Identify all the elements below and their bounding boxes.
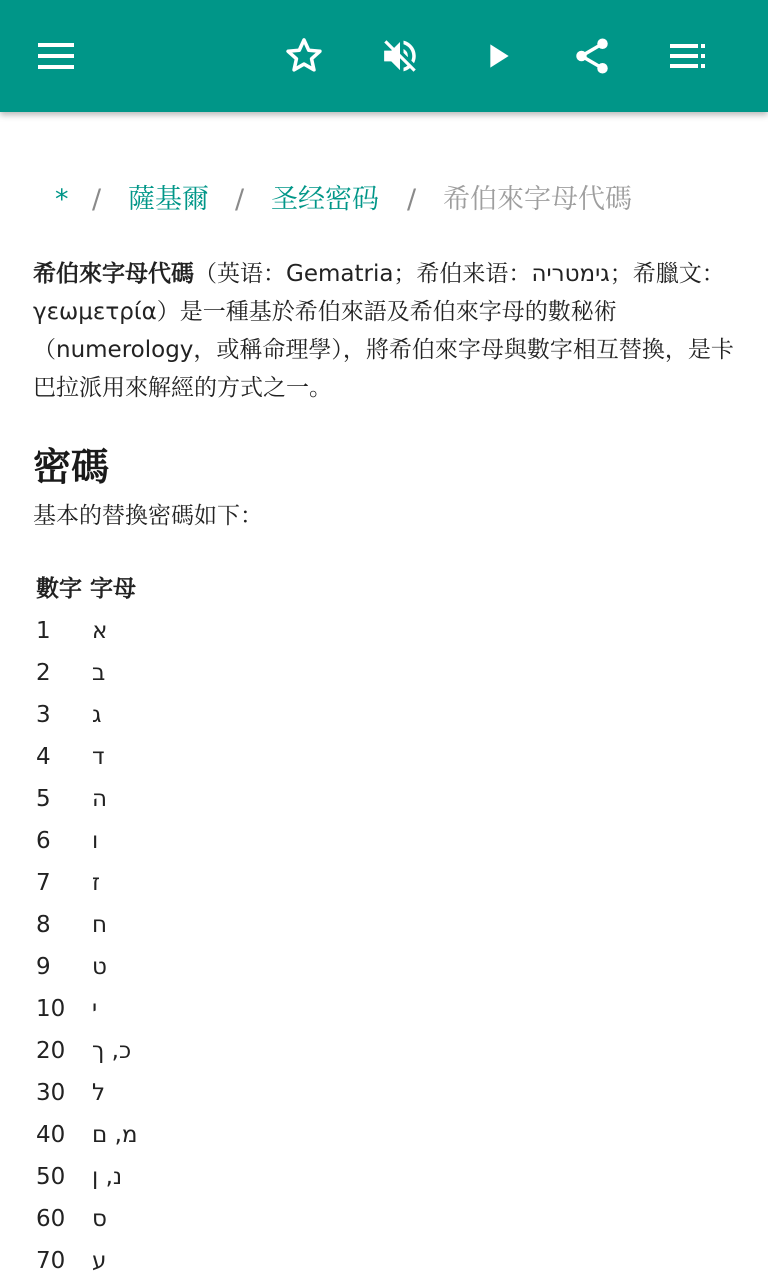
table-row — [36, 820, 336, 862]
table-row — [36, 1240, 336, 1280]
menu-icon[interactable] — [26, 26, 86, 86]
table-row — [36, 736, 336, 778]
table-cell-number: 7 — [36, 870, 51, 896]
table-header-letter: 字母 — [90, 576, 136, 602]
table-cell-number: 50 — [36, 1164, 66, 1190]
table-cell-number: 60 — [36, 1206, 66, 1232]
table-cell-letter: ח — [92, 912, 108, 938]
breadcrumb-separator: / — [407, 184, 417, 215]
table-cell-number: 10 — [36, 996, 66, 1022]
table-row — [36, 778, 336, 820]
section-title: 密碼 — [33, 445, 110, 489]
volume-off-icon[interactable] — [370, 26, 430, 86]
list-icon[interactable] — [658, 26, 718, 86]
table-row — [36, 652, 336, 694]
table-cell-number: 20 — [36, 1038, 66, 1064]
table-cell-letter: ב — [92, 660, 106, 686]
table-cell-number: 40 — [36, 1122, 66, 1148]
table-cell-letter: ל — [92, 1080, 106, 1106]
table-cell-number: 5 — [36, 786, 51, 812]
table-cell-number: 1 — [36, 618, 51, 644]
table-cell-number: 30 — [36, 1080, 66, 1106]
table-cell-letter: ע — [92, 1248, 107, 1274]
table-cell-number: 9 — [36, 954, 51, 980]
table-cell-letter: ו — [92, 828, 99, 854]
breadcrumb-item-parent[interactable]: 圣经密码 — [271, 184, 379, 215]
table-row — [36, 1114, 336, 1156]
app-toolbar — [0, 0, 768, 112]
table-row — [36, 904, 336, 946]
table-cell-number: 6 — [36, 828, 51, 854]
star-outline-icon[interactable] — [274, 26, 334, 86]
table-cell-letter: ט — [92, 954, 107, 980]
table-cell-letter: א — [92, 618, 108, 644]
table-row — [36, 1072, 336, 1114]
table-cell-number: 70 — [36, 1248, 66, 1274]
table-cell-number: 4 — [36, 744, 51, 770]
intro-paragraph — [33, 255, 738, 407]
table-row — [36, 694, 336, 736]
breadcrumb-separator: / — [235, 184, 245, 215]
table-cell-letter: ז — [92, 870, 100, 896]
play-icon[interactable] — [467, 26, 527, 86]
table-row — [36, 610, 336, 652]
intro-text: （英语：Gematria；希伯来语：גימטריה；希臘文：γεωμετρία）是一種基於希伯來語及希伯來字母的數秘術（numerology，或稱命理學），將希伯來字母與數字相互替換，是卡巴拉派用來解經的方式之一。 — [33, 261, 734, 401]
table-row — [36, 946, 336, 988]
table-cell-letter: ה — [92, 786, 108, 812]
breadcrumb — [0, 178, 768, 222]
table-row — [36, 1198, 336, 1240]
section-description: 基本的替換密碼如下： — [33, 503, 263, 529]
breadcrumb-item-category[interactable]: 薩基爾 — [128, 184, 209, 215]
table-cell-letter: מ, ם — [92, 1122, 138, 1148]
table-cell-letter: ס — [92, 1206, 107, 1232]
table-header-number: 數字 — [36, 576, 82, 602]
breadcrumb-item-home[interactable]: * — [55, 184, 69, 215]
table-cell-letter: ד — [92, 744, 105, 770]
table-row — [36, 862, 336, 904]
intro-term: 希伯來字母代碼 — [33, 261, 194, 287]
share-icon[interactable] — [562, 26, 622, 86]
breadcrumb-separator: / — [92, 184, 102, 215]
table-row — [36, 988, 336, 1030]
table-cell-letter: ג — [92, 702, 102, 728]
table-cell-number: 8 — [36, 912, 51, 938]
table-cell-number: 3 — [36, 702, 51, 728]
breadcrumb-item-current: 希伯來字母代碼 — [443, 184, 632, 215]
table-row — [36, 1156, 336, 1198]
article-content — [0, 112, 768, 1280]
table-cell-number: 2 — [36, 660, 51, 686]
table-cell-letter: נ, ן — [92, 1164, 123, 1190]
table-cell-letter: כ, ך — [92, 1038, 132, 1064]
table-cell-letter: י — [92, 996, 98, 1022]
table-row — [36, 1030, 336, 1072]
